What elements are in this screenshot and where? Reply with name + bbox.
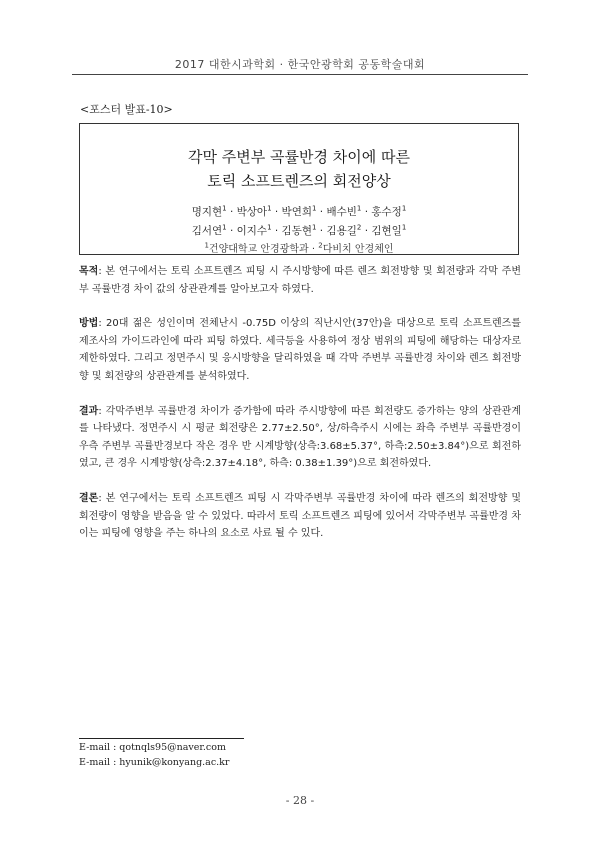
author-name: 박상아 (236, 206, 268, 218)
section-text: : 각막주변부 곡률반경 차이가 증가함에 따라 주시방향에 따른 회전량도 증가하는 양의 상관관계를 나타냈다. 정면주시 시 평균 회전량은 2.77±2.50°, 상/하측주시 시에는 좌측 주변부 곡률반경이 우측 주변부 곡률반경보다 작은 경우 반 시계방향(상측:3.68±5.37°, 하측:2.50±3.84°)으로 회전하였고, 큰 경우 시계방향(상측:2.37±4.18°, 하측: 0.38±1.39°)으로 회전하였다. (79, 405, 521, 470)
affiliation-marker-1: 1 (204, 241, 209, 250)
author-separator: · (226, 225, 237, 237)
page-number: - 28 - (285, 794, 315, 807)
paper-title-line-1: 각막 주변부 곡률반경 차이에 따른 (188, 148, 410, 166)
author-affiliation-marker: 1 (222, 204, 227, 213)
section-label: 결과 (79, 405, 99, 417)
author-affiliation-marker: 1 (222, 223, 227, 232)
author-separator: · (316, 225, 327, 237)
section-purpose (79, 263, 521, 298)
author-affiliation-marker: 1 (267, 223, 272, 232)
affiliation-line (80, 241, 518, 258)
author-line-2 (80, 222, 518, 241)
footnote-rule (79, 738, 244, 739)
author-name: 홍수정 (371, 206, 402, 218)
author-name: 명지현 (191, 206, 223, 218)
author-affiliation-marker: 1 (401, 204, 407, 213)
affiliation-marker-2: 2 (318, 241, 323, 250)
affiliation-org-1: 건양대학교 안경광학과 · (208, 244, 319, 255)
section-label: 목적 (79, 266, 99, 277)
author-separator: · (226, 206, 237, 218)
section-label: 결론 (79, 492, 99, 504)
running-header: 2017 대한시과학회 · 한국안광학회 공동학술대회 (174, 58, 426, 71)
title-box (79, 123, 519, 255)
paper-title-line-2: 토릭 소프트렌즈의 회전양상 (207, 172, 391, 190)
author-separator: · (271, 206, 282, 218)
author-separator: · (361, 206, 372, 218)
affiliation-org-2: 다비치 안경체인 (322, 244, 394, 255)
author-name: 이지수 (236, 225, 268, 237)
abstract-body (79, 263, 521, 560)
email-line-2: E-mail : hyunik@konyang.ac.kr (79, 757, 230, 768)
email-line-1: E-mail : qotnqls95@naver.com (79, 742, 226, 753)
author-name: 배수빈 (326, 206, 357, 218)
author-affiliation-marker: 1 (401, 223, 407, 232)
author-name: 박연희 (281, 206, 312, 218)
section-results (79, 403, 521, 473)
author-name: 김서연 (191, 225, 223, 237)
author-affiliation-marker: 1 (311, 204, 317, 213)
author-affiliation-marker: 2 (356, 223, 362, 232)
author-affiliation-marker: 1 (356, 204, 362, 213)
section-conclusion (79, 490, 521, 543)
author-affiliation-marker: 1 (267, 204, 272, 213)
section-methods (79, 315, 521, 385)
author-name: 김현일 (371, 225, 402, 237)
header-rule (72, 74, 528, 75)
author-affiliation-marker: 1 (311, 223, 317, 232)
author-name: 김용길 (326, 225, 357, 237)
section-text: : 본 연구에서는 토릭 소프트렌즈 피팅 시 각막주변부 곡률반경 차이에 따라 렌즈의 회전방향 및 회전량이 영향을 받음을 알 수 있었다. 따라서 토릭 소프트렌즈 피팅에 있어서 각막주변부 곡률반경 차이는 피팅에 영향을 주는 하나의 요소로 사료 될 수 있다. (79, 492, 521, 540)
author-separator: · (271, 225, 282, 237)
poster-label: <포스터 발표-10> (80, 103, 173, 116)
author-separator: · (361, 225, 372, 237)
section-text: : 본 연구에서는 토릭 소프트렌즈 피팅 시 주시방향에 따른 렌즈 회전방향 및 회전량과 각막 주변부 곡률반경 차이 값의 상관관계를 알아보고자 하였다. (79, 266, 521, 295)
section-label: 방법 (79, 318, 99, 330)
author-separator: · (316, 206, 327, 218)
author-name: 김동현 (281, 225, 312, 237)
author-line-1 (80, 203, 518, 222)
section-text: : 20대 젊은 성인이며 전체난시 -0.75D 이상의 직난시안(37안)을 대상으로 토릭 소프트렌즈를 제조사의 가이드라인에 따라 피팅 하였다. 세극등을 사용하여 정상 범위의 피팅에 해당하는 대상자로 제한하였다. 그리고 정면주시 및 응시방향을 달리하였을 때 각막 주변부 곡률반경 차이와 렌즈 회전방향 및 회전량의 상관관계를 분석하였다. (79, 318, 521, 382)
